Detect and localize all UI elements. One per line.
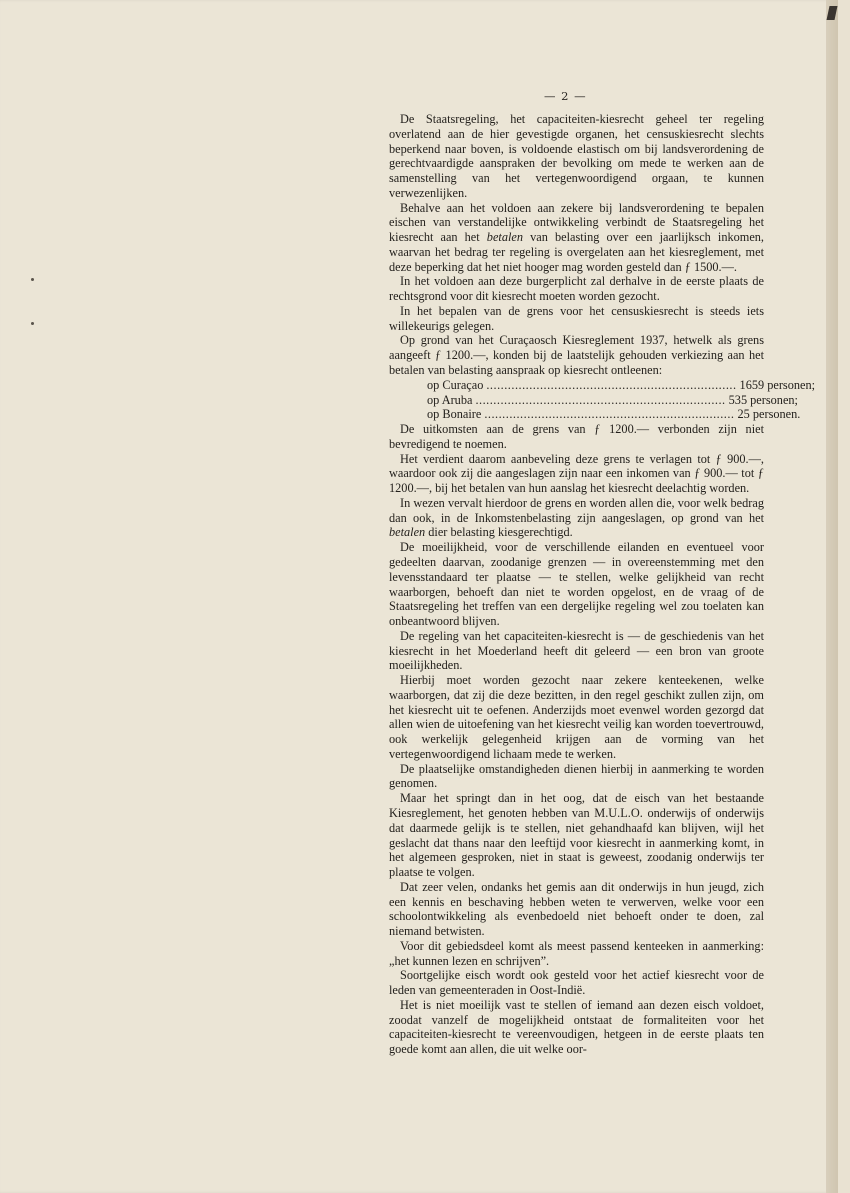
body-text	[389, 112, 816, 1057]
paragraph: Het verdient daarom aanbeveling deze grens te verlagen tot ƒ 900.—, waardoor ook zij die aangeslagen zijn naar een inkomen van ƒ 900.— tot ƒ 1200.—, bij het betalen van hun aanslag het kiesrecht deelachtig worden.	[389, 451, 764, 496]
speck-mark	[31, 322, 34, 325]
paragraph: Hierbij moet worden gezocht naar zekere kenteekenen, welke waarborgen, dat zij die deze bezitten, in den regel geschikt zullen zijn, om het kiesrecht uit te oefenen. Anderzijds moet evenwel worden gezorgd dat allen wien de uitoefening van het kiesrecht veilig kan worden toevertrouwd, ook werkelijk gelegenheid krijgen aan de vorming van het vertegenwoordigend lichaam mede te werken.	[389, 673, 764, 761]
list-item: op Bonaire ...................................................................... 25 personen.	[427, 407, 801, 422]
paragraph: Voor dit gebiedsdeel komt als meest passend kenteeken in aanmerking: „het kunnen lezen en schrijven”.	[389, 938, 764, 968]
page-number: — 2 —	[544, 89, 587, 103]
paragraph: Op grond van het Curaçaosch Kiesreglement 1937, hetwelk als grens aangeeft ƒ 1200.—, konden bij de laatstelijk gehouden verkiezing aan het betalen van belasting aanspraak op kiesrecht ontleenen:	[389, 333, 764, 378]
paragraph: De uitkomsten aan de grens van ƒ 1200.— verbonden zijn niet bevredigend te noemen.	[389, 422, 764, 451]
leader-dots: ......................................................................	[484, 407, 735, 422]
paragraph: Behalve aan het voldoen aan zekere bij landsverordening te bepalen eischen van verstandelijke ontwikkeling verbindt de Staatsregeling het kiesrecht aan het betalen van belasting over een jaarlijksch inkomen, waarvan het bedrag ter regeling is overgelaten aan het kiesreglement, met deze beperking dat het niet hooger mag worden gesteld dan ƒ 1500.—.	[389, 200, 765, 274]
list-item: op Aruba ...................................................................... 535 personen;	[427, 392, 798, 407]
paragraph: De regeling van het capaciteiten-kiesrecht is — de geschiedenis van het kiesrecht in het Moederland heeft dit geleerd — een bron van groote moeilijkheden.	[389, 628, 764, 673]
leader-dots: ......................................................................	[486, 377, 737, 392]
speck-mark	[31, 278, 34, 281]
paragraph: Dat zeer velen, ondanks het gemis aan dit onderwijs in hun jeugd, zich een kennis en beschaving hebben weten te verwerven, welke voor een schoolontwikkeling als evenbedoeld niet behoeft onder te doen, zal niemand betwisten.	[389, 879, 764, 939]
paragraph: Soortgelijke eisch wordt ook gesteld voor het actief kiesrecht voor de leden van gemeenteraden in Oost-Indië.	[389, 968, 764, 998]
paragraph: De moeilijkheid, voor de verschillende eilanden en eventueel voor gedeelten daarvan, zoodanige grenzen — in overeenstemming met den levensstandaard ter plaatse — te stellen, welke gelijkheid van recht waarborgen, behoeft dan niet te worden opgelost, en de vraag of de Staatsregeling het treffen van een dergelijke regeling wel zou toelaten kan onbeantwoord blijven.	[389, 540, 764, 629]
voters-list	[389, 377, 816, 422]
paragraph: In het bepalen van de grens voor het censuskiesrecht is steeds iets willekeurigs gelegen.	[389, 303, 764, 333]
paragraph: Maar het springt dan in het oog, dat de eisch van het bestaande Kiesreglement, het genoten hebben van M.U.L.O. onderwijs of onderwijs dat daarmede gelijk is te stellen, niet gehandhaafd kan blijven, wijl het geslacht dat thans naar den leeftijd voor kiesrecht in aanmerking komt, in het algemeen gesproken, niet in staat is geweest, zoodanig onderwijs ter plaatse te volgen.	[389, 791, 764, 880]
list-item: op Curaçao ...................................................................... 1659 personen;	[427, 377, 816, 392]
paragraph: In het voldoen aan deze burgerplicht zal derhalve in de eerste plaats de rechtsgrond voor dit kiesrecht moeten worden gezocht.	[389, 274, 764, 304]
paragraph: Het is niet moeilijk vast te stellen of iemand aan dezen eisch voldoet, zoodat vanzelf de mogelijkheid ontstaat de formaliteiten voor het capaciteiten-kiesrecht te vereenvoudigen, hetgeen in de eerste plaats ten goede komt aan allen, die uit welke oor-	[389, 997, 764, 1057]
paragraph: In wezen vervalt hierdoor de grens en worden allen die, voor welk bedrag dan ook, in de Inkomstenbelasting zijn aangeslagen, op grond van het betalen dier belasting kiesgerechtigd.	[389, 495, 764, 540]
paragraph: De plaatselijke omstandigheden dienen hierbij in aanmerking te worden genomen.	[389, 761, 764, 791]
page-edge	[826, 0, 838, 1193]
paragraph: De Staatsregeling, het capaciteiten-kiesrecht geheel ter regeling overlatend aan de hier gevestigde organen, het censuskiesrecht slechts beperkend naar boven, is voldoende elastisch om bij landsverordening de gerechtvaardigde aanspraken der bevolking om mede te werken aan de samenstelling van het vertegenwoordigend orgaan, te kunnen verwezenlijken.	[389, 112, 764, 200]
leader-dots: ......................................................................	[475, 392, 726, 407]
